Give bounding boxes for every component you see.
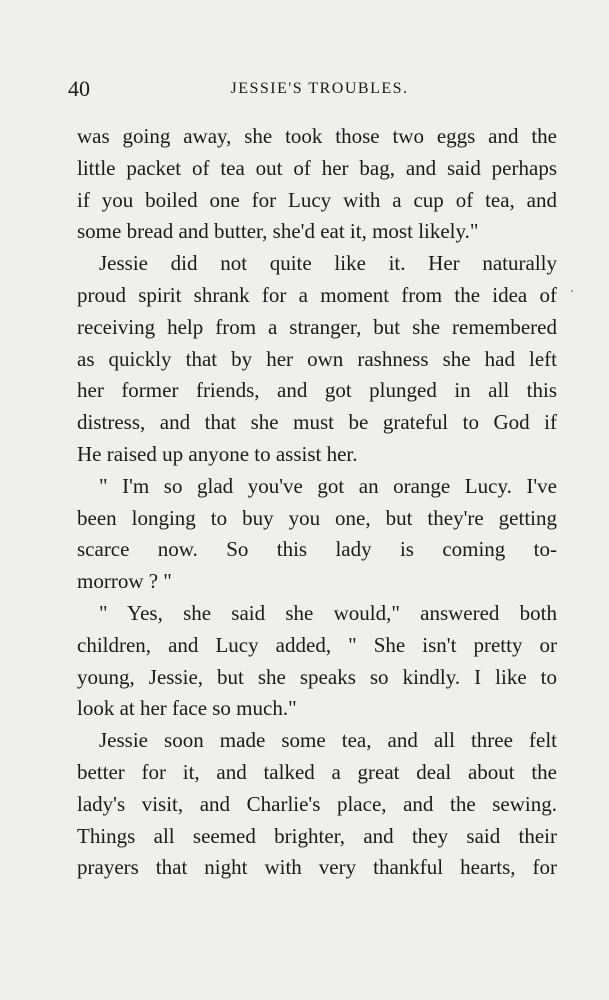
body-text [77, 121, 557, 884]
text-line: morrow ? " [77, 569, 172, 594]
paragraph-start-line: " I'm so glad you've got an orange Lucy. I've [99, 473, 557, 498]
text-line: been longing to buy you one, but they're getting [77, 505, 557, 530]
paper-speck [571, 290, 573, 292]
text-line: He raised up anyone to assist her. [77, 441, 358, 466]
page-header [68, 74, 561, 104]
text-line: better for it, and talked a great deal about the [77, 759, 557, 784]
paragraph-start-line: Jessie did not quite like it. Her naturally [99, 251, 557, 276]
text-line: little packet of tea out of her bag, and said perhaps [77, 155, 557, 180]
running-title: JESSIE'S TROUBLES. [230, 80, 409, 97]
text-line: if you boiled one for Lucy with a cup of tea, and [77, 187, 557, 212]
text-line: look at her face so much." [77, 696, 297, 721]
text-line: Things all seemed brighter, and they said their [77, 823, 557, 848]
text-line: children, and Lucy added, " She isn't pretty or [77, 632, 557, 657]
text-line: receiving help from a stranger, but she remembered [77, 314, 557, 339]
text-line: prayers that night with very thankful hearts, for [77, 855, 557, 880]
text-line: as quickly that by her own rashness she had left [77, 346, 557, 371]
text-line: scarce now. So this lady is coming to- [77, 537, 557, 562]
text-line: was going away, she took those two eggs and the [77, 124, 557, 148]
text-line: young, Jessie, but she speaks so kindly. I like to [77, 664, 557, 689]
page-number: 40 [68, 76, 90, 101]
paragraph-start-line: " Yes, she said she would," answered both [99, 600, 557, 625]
text-line: distress, and that she must be grateful to God if [77, 410, 557, 435]
paragraph-start-line: Jessie soon made some tea, and all three felt [99, 728, 557, 753]
text-line: lady's visit, and Charlie's place, and the sewing. [77, 791, 557, 816]
text-line: her former friends, and got plunged in all this [77, 378, 557, 403]
text-line: proud spirit shrank for a moment from the idea of [77, 282, 557, 307]
text-line: some bread and butter, she'd eat it, most likely." [77, 219, 479, 244]
